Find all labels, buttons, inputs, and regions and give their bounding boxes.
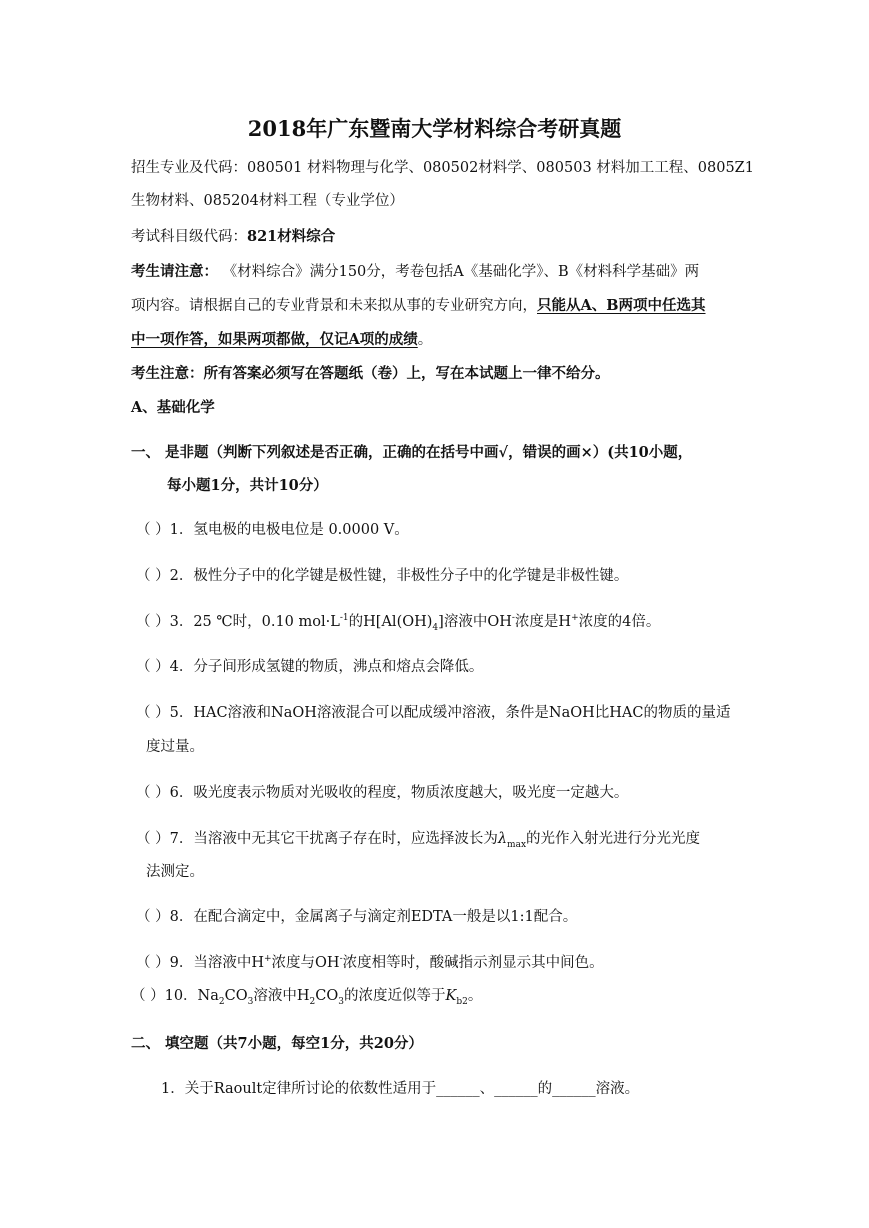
- question-7-line-2: 法测定。: [146, 864, 204, 880]
- question-9-sup-2: -: [339, 954, 343, 965]
- majors-line-1: 招生专业及代码：080501 材料物理与化学、080502材料学、080503 材料加工工程、0805Z1: [131, 160, 754, 176]
- question-4: （ ）4．分子间形成氢键的物质，沸点和熔点会降低。: [136, 659, 484, 675]
- question-9-text-c: 浓度相等时，酸碱指示剂显示其中间色。: [342, 955, 604, 971]
- question-7-lambda: λ: [497, 831, 508, 847]
- question-10-sub-3: 2: [309, 996, 316, 1007]
- question-3-text-c: ]溶液中OH: [438, 614, 512, 630]
- question-9-text-b: 浓度与OH: [271, 955, 340, 971]
- question-10-text-a: （ ）10．Na: [131, 988, 219, 1004]
- question-10-sub-5: b2: [456, 996, 468, 1007]
- notice-1-text-2: 项内容。请根据自己的专业背景和未来拟从事的专业研究方向，: [131, 298, 537, 314]
- notice-2: 考生注意：所有答案必须写在答题纸（卷）上，写在本试题上一律不给分。: [131, 365, 610, 382]
- question-8: （ ）8．在配合滴定中，金属离子与滴定剂EDTA一般是以1:1配合。: [136, 909, 578, 925]
- question-3-sup-2: -: [511, 613, 515, 624]
- question-9-sup-1: +: [263, 954, 272, 965]
- question-3-sub: 4: [432, 622, 439, 633]
- question-10-sub-1: 2: [218, 996, 225, 1007]
- part-2-heading: 二、 填空题（共7小题，每空1分，共20分）: [131, 1035, 423, 1052]
- notice-1-line-3: [131, 330, 432, 350]
- notice-1-emphasis-1: 只能从A、B两项中任选其: [537, 297, 706, 314]
- part-1-heading-line-2: 每小题1分，共计10分）: [167, 477, 328, 494]
- question-10-sub-2: 3: [247, 996, 254, 1007]
- fill-question-1: 1．关于Raoult定律所讨论的依数性适用于______、______的______溶液。: [161, 1081, 640, 1097]
- question-10-k-symbol: K: [445, 988, 457, 1004]
- question-10-sub-4: 3: [338, 996, 344, 1007]
- notice-1-line-2: [131, 296, 706, 316]
- question-10-text-e: 的浓度近似等于: [343, 988, 446, 1004]
- question-3-sup-3: +: [571, 613, 579, 624]
- question-3-sup-1: -1: [339, 613, 349, 624]
- question-2: （ ）2．极性分子中的化学键是极性键，非极性分子中的化学键是非极性键。: [136, 568, 629, 584]
- question-10: [131, 986, 482, 1006]
- notice-1-line-1: [131, 262, 699, 282]
- question-10-text-b: CO: [224, 988, 248, 1004]
- question-9: [136, 953, 604, 973]
- majors-line-2: 生物材料、085204材料工程（专业学位）: [131, 193, 404, 209]
- subject-line: [131, 227, 335, 247]
- question-10-text-d: CO: [315, 988, 339, 1004]
- question-3-text-d: 浓度是H: [514, 614, 572, 630]
- notice-1-text-1: 《材料综合》满分150分，考卷包括A《基础化学》、B《材料科学基础》两: [218, 264, 700, 280]
- section-a-heading: A、基础化学: [131, 399, 215, 416]
- question-7-line-1: [136, 829, 700, 849]
- question-3-text-a: （ ）3．25 ℃时，0.10 mol·L: [136, 614, 340, 630]
- question-7-text-a: （ ）7．当溶液中无其它干扰离子存在时，应选择波长为: [136, 831, 498, 847]
- notice-1-emphasis-2: 中一项作答，如果两项都做，仅记A项的成绩: [131, 331, 418, 348]
- notice-1-end: 。: [417, 332, 433, 348]
- question-7-text-b: 的光作入射光进行分光光度: [526, 831, 701, 847]
- question-10-text-c: 溶液中H: [253, 988, 310, 1004]
- subject-value: 821材料综合: [247, 228, 336, 245]
- question-3-text-e: 浓度的4倍。: [578, 614, 661, 630]
- question-3: [136, 612, 660, 632]
- question-6: （ ）6．吸光度表示物质对光吸收的程度，物质浓度越大，吸光度一定越大。: [136, 785, 629, 801]
- question-7-sub: max: [507, 839, 527, 850]
- question-5-line-1: （ ）5．HAC溶液和NaOH溶液混合可以配成缓冲溶液，条件是NaOH比HAC的物质的量适: [136, 705, 731, 721]
- page-title: 2018年广东暨南大学材料综合考研真题: [247, 116, 622, 141]
- question-9-text-a: （ ）9．当溶液中H: [136, 955, 264, 971]
- question-3-text-b: 的H[Al(OH): [348, 614, 433, 630]
- question-1: （ ）1．氢电极的电极电位是 0.0000 V。: [136, 522, 409, 538]
- question-5-line-2: 度过量。: [146, 739, 204, 755]
- notice-1-label: 考生请注意：: [131, 263, 218, 280]
- subject-label: 考试科目级代码：: [131, 229, 247, 245]
- question-10-text-f: 。: [467, 988, 483, 1004]
- part-1-heading-line-1: 一、 是非题（判断下列叙述是否正确，正确的在括号中画√，错误的画×）(共10小题，: [131, 444, 693, 461]
